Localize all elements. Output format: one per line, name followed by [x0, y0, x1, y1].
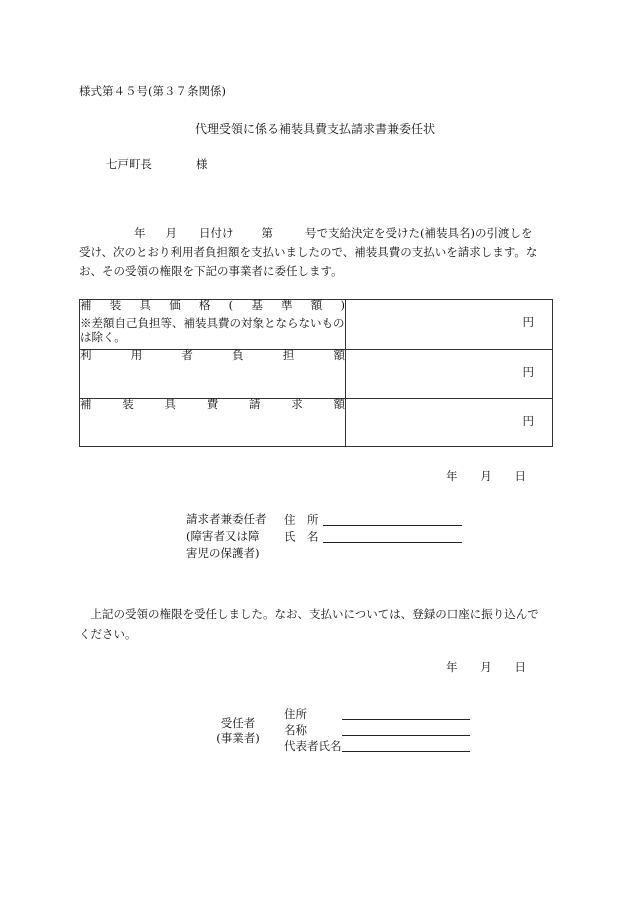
standard-price-value-cell[interactable]	[346, 300, 553, 350]
user-burden-label: 利 用 者 負 担 額	[80, 348, 345, 362]
date-year: 年	[446, 660, 458, 674]
representative-line[interactable]	[342, 740, 470, 752]
requester-block	[186, 512, 319, 565]
yen-unit: 円	[522, 315, 534, 329]
agent-role-line: 受任者	[220, 716, 256, 730]
date-month: 月	[480, 469, 492, 483]
requester-role-line: (障害者又は障	[186, 529, 260, 543]
date-year-label: 年	[134, 226, 146, 240]
decision-number-prefix: 第	[261, 226, 273, 240]
acceptance-line-1: 上記の受領の権限を受任しました。なお、支払いについては、登録の口座に振り込んで	[90, 607, 539, 621]
agent-role	[216, 716, 260, 746]
name-label: 氏 名	[284, 529, 319, 544]
acceptance-date	[446, 662, 526, 674]
yen-unit: 円	[522, 414, 534, 428]
agent-address-field[interactable]	[284, 708, 470, 724]
form-number: 様式第４５号(第３７条関係)	[79, 84, 226, 98]
company-name-label: 名称	[284, 722, 307, 737]
yen-unit: 円	[522, 365, 534, 379]
acceptance-line-2: ください。	[79, 627, 137, 641]
amount-table	[79, 299, 553, 447]
date-day-label: 日付け	[199, 226, 234, 240]
acceptance-statement	[79, 605, 553, 645]
address-line[interactable]	[323, 514, 462, 526]
requester-role-line: 害児の保護者)	[186, 546, 260, 560]
agent-representative-field[interactable]	[284, 740, 470, 756]
address-line[interactable]	[342, 708, 470, 720]
requester-role-line: 請求者兼委任者	[186, 512, 267, 526]
table-row-user-burden	[80, 350, 553, 399]
request-date	[446, 471, 526, 483]
date-month: 月	[480, 660, 492, 674]
table-row-standard-price	[80, 300, 553, 350]
document-title: 代理受領に係る補装具費支払請求書兼委任状	[194, 122, 435, 136]
date-day: 日	[514, 469, 526, 483]
user-burden-value-cell[interactable]	[346, 350, 553, 399]
addressee-name: 七戸町長	[106, 157, 152, 171]
requester-fields	[284, 514, 462, 548]
statement-line-3: お、その受領の権限を下記の事業者に委任します。	[79, 264, 343, 278]
statement-line-1-rest: 号で支給決定を受けた(補装具名)の引渡しを	[305, 226, 533, 240]
agent-role-line: (事業者)	[216, 731, 260, 745]
requester-address-field[interactable]	[284, 514, 462, 531]
representative-label: 代表者氏名	[284, 738, 342, 753]
table-row-claim-amount	[80, 399, 553, 447]
request-statement	[79, 228, 553, 285]
agent-fields	[284, 708, 470, 756]
date-day: 日	[514, 660, 526, 674]
date-year: 年	[446, 469, 458, 483]
claim-amount-label: 補 装 具 費 請 求 額	[80, 397, 345, 411]
addressee-honorific: 様	[196, 157, 208, 171]
claim-amount-value-cell[interactable]	[346, 399, 553, 447]
name-line[interactable]	[323, 531, 462, 543]
statement-line-2: 受け、次のとおり利用者負担額を支払いましたので、補装具費の支払いを請求します。な	[79, 245, 538, 259]
agent-company-name-field[interactable]	[284, 724, 470, 740]
addressee	[106, 157, 208, 171]
address-label: 住所	[284, 706, 307, 721]
address-label: 住 所	[284, 512, 319, 527]
standard-price-note: ※差額自己負担等、補装具費の対象とならないものは除く。	[80, 315, 345, 344]
requester-name-field[interactable]	[284, 531, 462, 548]
date-month-label: 月	[165, 226, 177, 240]
standard-price-label: 補 装 具 価 格 ( 基 準 額 )	[80, 298, 345, 312]
claim-amount-label-cell	[80, 399, 346, 447]
company-name-line[interactable]	[342, 724, 470, 736]
standard-price-label-cell	[80, 300, 346, 350]
user-burden-label-cell	[80, 350, 346, 399]
